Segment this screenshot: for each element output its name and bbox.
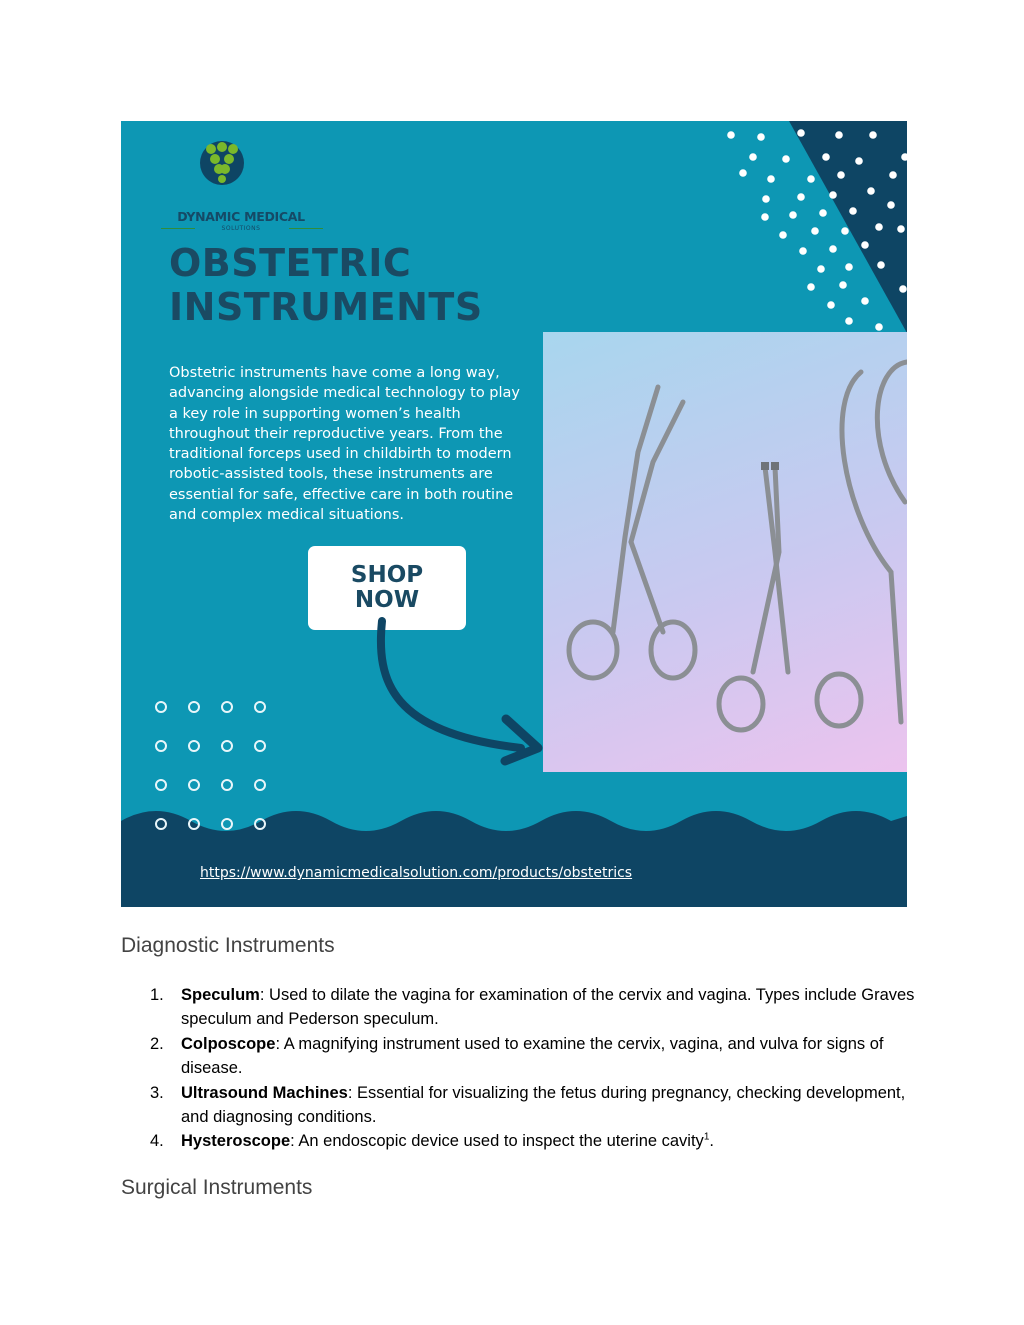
confetti-dot [867, 187, 875, 195]
confetti-dot [889, 171, 897, 179]
confetti-dot [877, 261, 885, 269]
ring-dot [254, 740, 266, 752]
list-number: 4. [150, 1132, 164, 1151]
ring-dot [155, 740, 167, 752]
ring-dot [221, 701, 233, 713]
confetti-dot [827, 301, 835, 309]
ring-dot [221, 779, 233, 791]
ring-dot [188, 740, 200, 752]
product-link[interactable]: https://www.dynamicmedicalsolution.com/products/obstetrics [200, 865, 633, 881]
logo-rule-right [289, 228, 323, 229]
ring-dot [188, 701, 200, 713]
confetti-dot [849, 207, 857, 215]
confetti-dot [727, 131, 735, 139]
list-item [121, 983, 921, 1032]
confetti-dot [837, 171, 845, 179]
promo-banner [121, 121, 907, 907]
confetti-dot [819, 209, 827, 217]
ring-dot [254, 779, 266, 791]
list-number: 1. [150, 986, 164, 1004]
confetti-dot [779, 231, 787, 239]
confetti-dot [829, 191, 837, 199]
confetti-dot [807, 283, 815, 291]
logo-name: DYNAMIC MEDICAL [177, 209, 305, 224]
confetti-dot [861, 241, 869, 249]
ring-dot [155, 779, 167, 791]
shop-now-button[interactable] [308, 546, 466, 630]
list-term: Ultrasound Machines [181, 1083, 348, 1102]
ring-dot [221, 818, 233, 830]
ring-pattern [151, 697, 271, 827]
confetti-dot [829, 245, 837, 253]
confetti-dot [869, 131, 877, 139]
list-description: : A magnifying instrument used to examine the cervix, vagina, and vulva for signs of disease. [181, 1034, 884, 1078]
confetti-dot [797, 193, 805, 201]
confetti-dot [739, 169, 747, 177]
logo-rule-left [161, 228, 195, 229]
list-description: : Essential for visualizing the fetus during pregnancy, checking development, and diagnosing conditions. [181, 1083, 906, 1127]
confetti-dot [845, 263, 853, 271]
banner-title-line2: INSTRUMENTS [169, 285, 483, 329]
product-image [543, 332, 907, 772]
diagnostic-list [121, 983, 921, 1154]
ring-dot [155, 701, 167, 713]
diagnostic-heading: Diagnostic Instruments [121, 934, 335, 957]
confetti-dot [757, 133, 765, 141]
confetti-dot [799, 247, 807, 255]
confetti-dot [817, 265, 825, 273]
list-number: 3. [150, 1083, 164, 1102]
confetti-dot [797, 129, 805, 137]
confetti-dot [875, 323, 883, 331]
ring-dot [254, 701, 266, 713]
list-number: 2. [150, 1034, 164, 1053]
list-item [121, 1081, 921, 1130]
logo-emblem [153, 139, 329, 209]
ring-dot [254, 818, 266, 830]
footnote-ref[interactable]: 1 [703, 1131, 710, 1143]
confetti-dot [789, 211, 797, 219]
logo [153, 139, 305, 232]
ring-dot [188, 818, 200, 830]
list-item [121, 1032, 921, 1081]
confetti-dot [855, 157, 863, 165]
confetti-dot [807, 175, 815, 183]
shop-now-line2: NOW [354, 587, 420, 613]
confetti-dot [845, 317, 853, 325]
confetti-dot [875, 223, 883, 231]
confetti-dot [782, 155, 790, 163]
ring-dot [155, 818, 167, 830]
confetti-dot [841, 227, 849, 235]
list-description: : Used to dilate the vagina for examination of the cervix and vagina. Types include Graves speculum and Pederson speculum. [181, 986, 915, 1029]
banner-title-line1: OBSTETRIC [169, 241, 412, 285]
confetti-dot [762, 195, 770, 203]
confetti-dot [767, 175, 775, 183]
ring-dot [221, 740, 233, 752]
confetti-dot [887, 201, 895, 209]
list-term: Colposcope [181, 1034, 276, 1053]
banner-title [169, 241, 483, 329]
shop-now-line1: SHOP [350, 562, 424, 588]
list-item [121, 1129, 921, 1153]
confetti-dot [899, 285, 907, 293]
confetti-dot [811, 227, 819, 235]
confetti-dot [861, 297, 869, 305]
confetti-dot [897, 225, 905, 233]
banner-intro: Obstetric instruments have come a long way, advancing alongside medical technology to play a key role in supporting women’s health throughout their reproductive years. From the traditional forceps used in childbirth to modern robotic-assisted tools, these instruments are essential for safe, effective care in both routine and complex medical situations. [169, 365, 521, 524]
list-description: : An endoscopic device used to inspect the uterine cavity [290, 1132, 704, 1151]
list-term: Hysteroscope [181, 1132, 291, 1151]
instruments-illustration [543, 332, 907, 772]
confetti-dot [761, 213, 769, 221]
ring-dot [188, 779, 200, 791]
list-tail: . [709, 1132, 714, 1151]
confetti-dot [839, 281, 847, 289]
surgical-heading: Surgical Instruments [121, 1176, 313, 1199]
confetti-dot [822, 153, 830, 161]
logo-subtitle: SOLUTIONS [221, 225, 261, 232]
list-term: Speculum [181, 986, 260, 1004]
confetti-dot [749, 153, 757, 161]
confetti-dot [835, 131, 843, 139]
